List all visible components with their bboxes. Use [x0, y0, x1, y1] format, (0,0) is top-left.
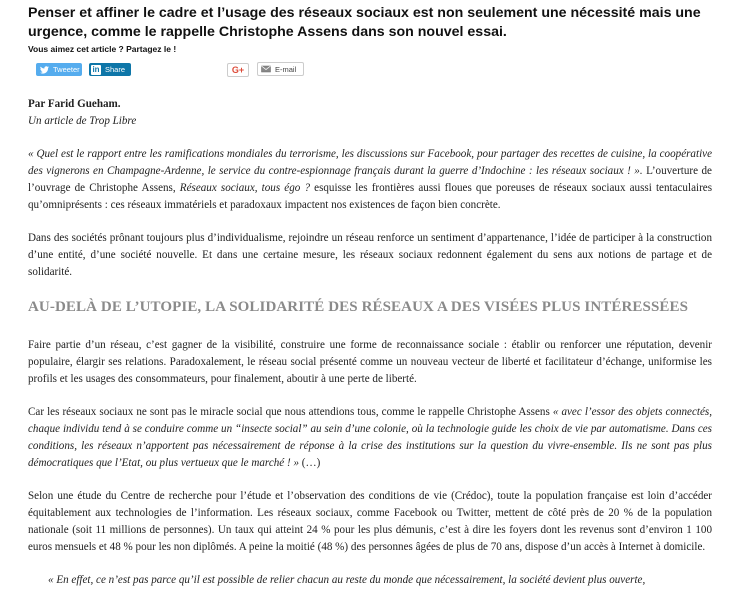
paragraph-visibility: Faire partie d’un réseau, c’est gagner de la visibilité, construire une forme de reconnaissance sociale : établir ou renforcer une réputation, devenir populaire, élargir ses relations. Paradoxalement, le réseau social présenté comme un nouveau vecteur de liberté et facilitateur d’échange, uniformise les profils et les usages des consommateurs, pour finalement, aboutir à une perte de liberté. — [28, 339, 712, 385]
email-share-button[interactable] — [257, 62, 304, 76]
opening-quote: « Quel est le rapport entre les ramifications mondiales du terrorisme, les discussions sur Facebook, pour partager des recettes de cuisine, la coopérative des vignerons en Champagne-Ardenne, le service du contre-espionnage français durant la guerre d’Indochine : les réseaux sociaux ! ». — [28, 148, 712, 177]
article-body — [28, 96, 712, 589]
twitter-bird-icon — [40, 66, 49, 74]
section-heading: AU-DELÀ DE L’UTOPIE, LA SOLIDARITÉ DES RÉSEAUX A DES VISÉES PLUS INTÉRESSÉES — [28, 299, 689, 315]
linkedin-icon: in — [92, 64, 100, 74]
paragraph-credoc: Selon une étude du Centre de recherche pour l’étude et l’observation des conditions de vie (Crédoc), toute la population française est loin d’accéder équitablement aux technologies de l’information. Les réseaux sociaux, comme Facebook ou Twitter, mettent de côté près de 20 % de la population nationale (soit 11 millions de personnes). Un taux qui atteint 24 % pour les plus démunis, c’est à dire les foyers dont les revenus sont d’environ 1 100 euros mensuels et 48 % pour les non diplômés. A peine la moitié (48 %) des personnes âgées de plus de 70 ans, dispose d’un accès à Internet à domicile. — [28, 490, 712, 553]
article-author: Par Farid Gueham. — [28, 98, 121, 110]
email-share-label: E-mail — [275, 64, 297, 74]
google-plus-share-button[interactable] — [227, 63, 249, 77]
twitter-share-button[interactable] — [36, 63, 82, 76]
paragraph-intro: « Quel est le rapport entre les ramifications mondiales du terrorisme, les discussions sur Facebook, pour partager des recettes de cuisine, la coopérative des vignerons en Champagne-Ardenne, le service du contre-espionnage français durant la guerre d’Indochine : les réseaux sociaux ! ». L’ouverture de l’ouvrage de Christophe Assens, Réseaux sociaux, tous égo ? esquisse les frontières aussi floues que poreuses de réseaux sociaux aussi tentaculaires qu’omniprésents : ces réseaux immatériels et paradoxaux impactent nos existences de façon bien concrète. — [28, 148, 713, 211]
book-title: Réseaux sociaux, tous égo ? — [179, 182, 311, 194]
share-prompt: Vous aimez cet article ? Partagez le ! — [28, 44, 177, 54]
twitter-share-label: Tweeter — [53, 65, 80, 74]
envelope-icon — [261, 65, 271, 73]
linkedin-share-button[interactable] — [89, 63, 131, 76]
article-source: Un article de Trop Libre — [28, 115, 137, 127]
paragraph-individualism: Dans des sociétés prônant toujours plus d’individualisme, rejoindre un réseau renforce un sentiment d’appartenance, l’idée de participer à la construction d’une entité, d’une société nouvelle. Et dans une certaine mesure, les réseaux sociaux redonnent également du sens aux notions de partage et de solidarité. — [28, 232, 712, 278]
google-plus-icon: G+ — [231, 65, 245, 75]
paragraph-miracle: Car les réseaux sociaux ne sont pas le miracle social que nous attendions tous, comme le rappelle Christophe Assens « avec l’essor des objets connectés, chaque individu tend à se conduire comme un “insecte social” au sein d’une colonie, où la technologie guide les choix de vie par automatisme. Dans ces conditions, les réseaux n’apportent pas nécessairement de réponse à la crise des institutions sur la question du vivre-ensemble. Ils ne sont pas plus démocratiques que l’Etat, ou plus vertueux que le marché ! » (…) — [28, 406, 712, 469]
blockquote-start: « En effet, ce n’est pas parce qu’il est possible de relier chacun au reste du monde que nécessairement, la société devient plus ouverte, — [48, 574, 646, 586]
article-lead: Penser et affiner le cadre et l’usage des réseaux sociaux est non seulement une nécessité mais une urgence, comme le rappelle Christophe Assens dans son nouvel essai. — [28, 5, 701, 40]
assens-quote: « avec l’essor des objets connectés, chaque individu tend à se conduire comme un “insecte social” au sein d’une colonie, où la technologie guide les choix de vie par automatisme. Dans ces conditions, les réseaux n’apportent pas nécessairement de réponse à la crise des institutions sur la question du vivre-ensemble. Ils ne sont pas plus démocratiques que l’Etat, ou plus vertueux que le marché ! » — [28, 406, 712, 469]
linkedin-share-label: Share — [105, 65, 126, 74]
